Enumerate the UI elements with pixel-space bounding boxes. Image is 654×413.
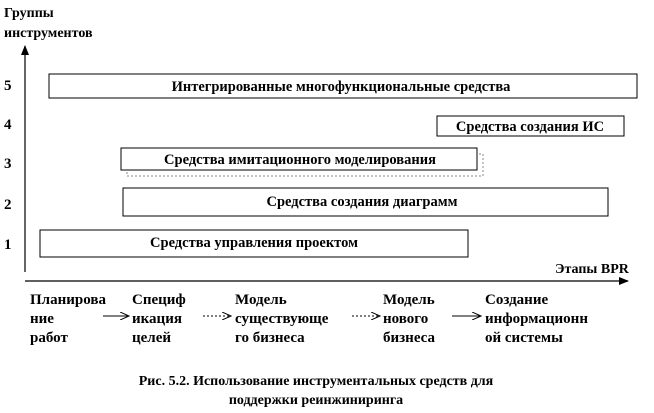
stage-4-line-2: нового (383, 311, 429, 327)
y-axis-title-line-2: инструментов (4, 26, 93, 41)
stage-3 (235, 292, 329, 346)
y-tick-1: 1 (4, 237, 12, 253)
stage-4 (383, 292, 435, 346)
stage-2-line-2: икация (132, 311, 182, 327)
stage-2-line-3: целей (132, 330, 172, 346)
stage-1-line-1: Планирова (30, 292, 106, 308)
stage-3-line-1: Модель (235, 292, 287, 308)
stage-2 (132, 292, 186, 346)
bar-1-label: Средства управления проектом (150, 235, 358, 251)
stage-5 (485, 292, 588, 346)
stage-4-line-3: бизнеса (383, 330, 435, 346)
y-tick-4: 4 (4, 117, 12, 133)
stage-1-line-3: работ (30, 330, 68, 346)
bar-3-label: Средства имитационного моделирования (164, 152, 436, 168)
stage-3-line-2: существующе (235, 311, 329, 327)
stage-1-line-2: ние (30, 311, 54, 327)
bar-group-4 (437, 116, 624, 136)
bar-4-label: Средства создания ИС (455, 119, 605, 135)
stage-5-line-1: Создание (485, 292, 549, 308)
stage-2-line-1: Специф (132, 292, 186, 308)
x-axis-title: Этапы BPR (555, 262, 629, 277)
bar-2-label: Средства создания диаграмм (266, 194, 458, 210)
y-tick-5: 5 (4, 78, 12, 94)
stage-4-line-1: Модель (383, 292, 435, 308)
bar-group-2 (123, 188, 608, 216)
y-tick-2: 2 (4, 197, 12, 213)
stage-1 (30, 292, 106, 346)
caption-line-2: поддержки реинжиниринга (228, 393, 404, 408)
y-axis-title-line-1: Группы (4, 6, 54, 21)
bar-group-3 (121, 148, 483, 176)
stage-5-line-3: ой системы (485, 330, 563, 346)
stage-3-line-3: го бизнеса (235, 330, 305, 346)
caption-line-1: Рис. 5.2. Использование инструментальных средств для (138, 374, 494, 389)
y-tick-3: 3 (4, 156, 12, 172)
bar-group-5 (49, 74, 637, 98)
stage-5-line-2: информационн (485, 311, 588, 327)
bar-group-1 (40, 230, 468, 257)
bar-5-label: Интегрированные многофункциональные средства (171, 79, 511, 95)
